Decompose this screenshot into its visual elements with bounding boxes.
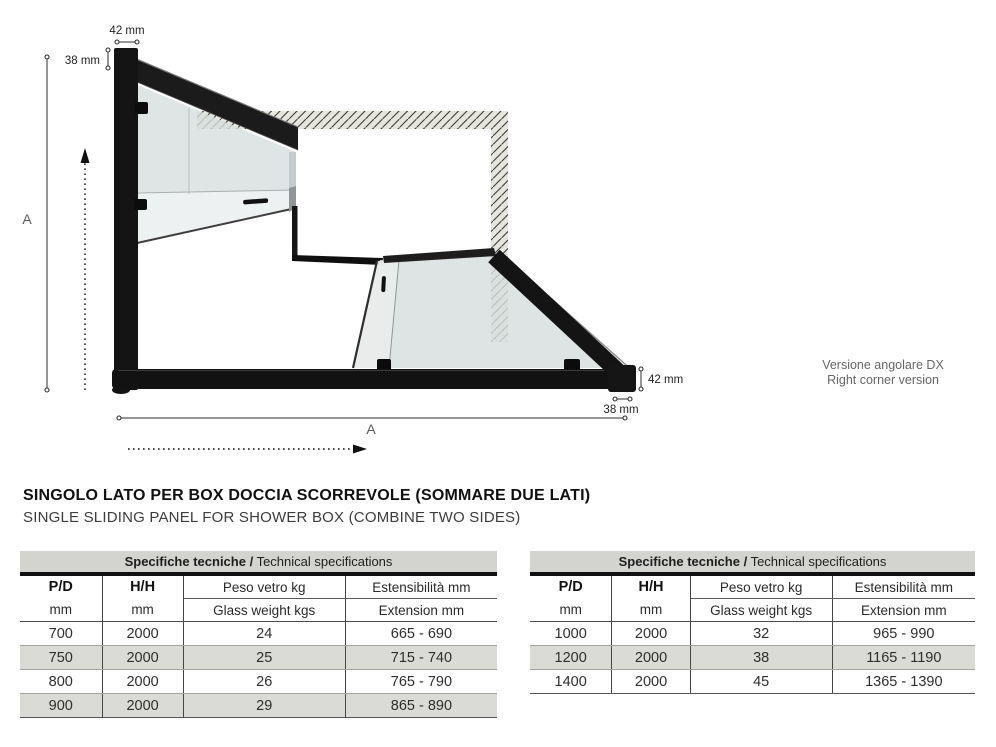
table-title-bar bbox=[20, 551, 497, 572]
dim-label-top-width: 42 mm bbox=[109, 25, 145, 37]
column-header-sub: mm bbox=[102, 599, 183, 622]
bottom-rail bbox=[112, 369, 620, 394]
dim-label-right-profile: 42 mm bbox=[648, 374, 684, 386]
table-cell: 2000 bbox=[612, 622, 690, 646]
arrow-up-icon bbox=[81, 148, 90, 163]
spec-table-grid bbox=[20, 576, 497, 718]
table-cell: 2000 bbox=[102, 694, 183, 718]
table-row bbox=[20, 694, 497, 718]
table-cell: 29 bbox=[183, 694, 345, 718]
table-title-bold: Specifiche tecniche / bbox=[618, 554, 748, 569]
column-header-sub: mm bbox=[530, 599, 612, 622]
table-cell: 965 - 990 bbox=[832, 622, 975, 646]
table-cell: 1400 bbox=[530, 670, 612, 694]
table-cell: 25 bbox=[183, 646, 345, 670]
column-header: Peso vetro kg bbox=[183, 576, 345, 599]
section-heading bbox=[23, 487, 590, 526]
table-cell: 665 - 690 bbox=[345, 622, 497, 646]
version-caption-it: Versione angolare DX bbox=[822, 358, 944, 372]
table-cell: 2000 bbox=[612, 646, 690, 670]
table-title-rest: Technical specifications bbox=[253, 554, 393, 569]
table-cell: 32 bbox=[690, 622, 832, 646]
table-cell: 900 bbox=[20, 694, 102, 718]
column-header-sub: Extension mm bbox=[832, 599, 975, 622]
spec-table-grid bbox=[530, 576, 975, 694]
wall-bracket-upper bbox=[135, 102, 148, 114]
table-row bbox=[530, 646, 975, 670]
column-header: Peso vetro kg bbox=[690, 576, 832, 599]
table-title-bold: Specifiche tecniche / bbox=[124, 554, 254, 569]
column-header-sub: Extension mm bbox=[345, 599, 497, 622]
table-title-bar bbox=[530, 551, 975, 572]
arrow-right-icon bbox=[353, 445, 367, 454]
table-row bbox=[530, 670, 975, 694]
column-header-sub: Glass weight kgs bbox=[183, 599, 345, 622]
column-header: Estensibilità mm bbox=[832, 576, 975, 599]
table-cell: 1000 bbox=[530, 622, 612, 646]
dim-label-right-offset: 38 mm bbox=[603, 404, 639, 416]
column-header: P/D bbox=[530, 576, 612, 599]
table-cell: 38 bbox=[690, 646, 832, 670]
column-header: H/H bbox=[612, 576, 690, 599]
table-cell: 2000 bbox=[612, 670, 690, 694]
door-handle-right bbox=[381, 276, 386, 292]
rail-end-block bbox=[608, 365, 636, 392]
column-header: Estensibilità mm bbox=[345, 576, 497, 599]
table-row bbox=[20, 622, 497, 646]
table-cell: 715 - 740 bbox=[345, 646, 497, 670]
table-cell: 765 - 790 bbox=[345, 670, 497, 694]
table-cell: 700 bbox=[20, 622, 102, 646]
table-cell: 24 bbox=[183, 622, 345, 646]
table-title-rest: Technical specifications bbox=[747, 554, 887, 569]
dim-label-top-offset: 38 mm bbox=[64, 55, 100, 67]
dim-label-height: A bbox=[22, 211, 32, 227]
table-row bbox=[20, 646, 497, 670]
page-title-english: SINGLE SLIDING PANEL FOR SHOWER BOX (COMBINE TWO SIDES) bbox=[23, 509, 521, 527]
spec-table-right bbox=[530, 551, 975, 694]
column-header-sub: Glass weight kgs bbox=[690, 599, 832, 622]
right-glass-panel bbox=[353, 248, 612, 368]
table-cell: 865 - 890 bbox=[345, 694, 497, 718]
table-cell: 750 bbox=[20, 646, 102, 670]
table-cell: 45 bbox=[690, 670, 832, 694]
dim-label-width: A bbox=[366, 421, 376, 437]
table-cell: 1165 - 1190 bbox=[832, 646, 975, 670]
version-caption-en: Right corner version bbox=[827, 373, 939, 387]
column-header-sub: mm bbox=[612, 599, 690, 622]
column-header: H/H bbox=[102, 576, 183, 599]
wall-bracket-lower bbox=[134, 199, 147, 210]
spec-table-left bbox=[20, 551, 497, 718]
column-header-sub: mm bbox=[20, 599, 102, 622]
corner-frame bbox=[292, 206, 383, 265]
table-cell: 2000 bbox=[102, 670, 183, 694]
table-cell: 1365 - 1390 bbox=[832, 670, 975, 694]
page-title-italian: SINGOLO LATO PER BOX DOCCIA SCORREVOLE (SOMMARE DUE LATI) bbox=[23, 487, 591, 504]
table-cell: 800 bbox=[20, 670, 102, 694]
column-header: P/D bbox=[20, 576, 102, 599]
table-cell: 2000 bbox=[102, 646, 183, 670]
table-cell: 2000 bbox=[102, 622, 183, 646]
table-row bbox=[530, 622, 975, 646]
table-row bbox=[20, 670, 497, 694]
table-cell: 1200 bbox=[530, 646, 612, 670]
table-cell: 26 bbox=[183, 670, 345, 694]
